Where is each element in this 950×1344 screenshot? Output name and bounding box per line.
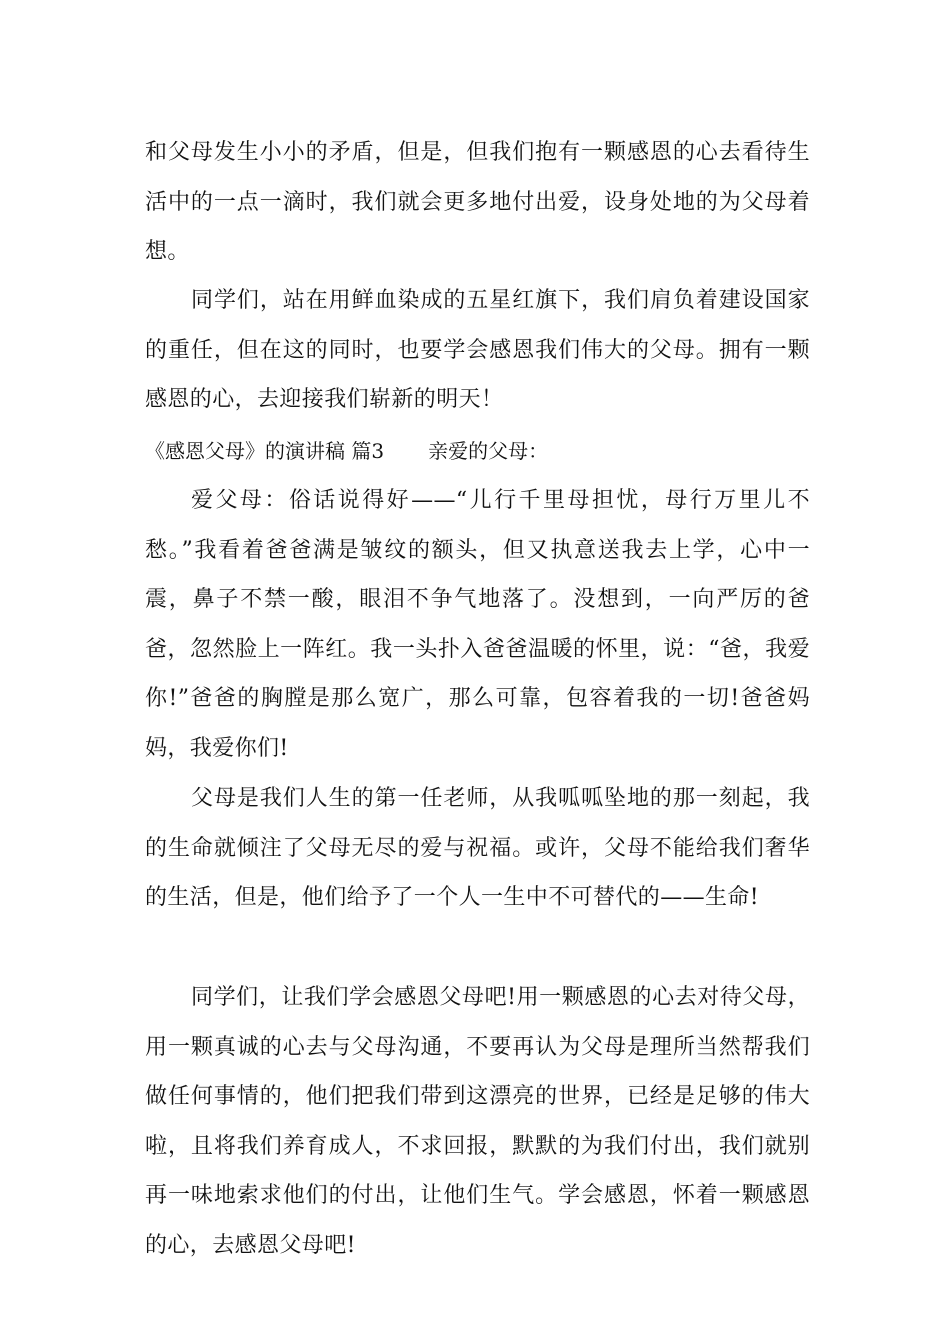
greeting: 亲爱的父母： [428,439,549,463]
section-heading [145,436,548,466]
speech-title: 《感恩父母》的演讲稿 篇3 [145,439,385,463]
paragraph-4: 父母是我们人生的第一任老师，从我呱呱坠地的那一刻起，我的生命就倾注了父母无尽的爱与祝福。或许，父母不能给我们奢华的生活，但是，他们给予了一个人一生中不可替代的——生命! [145,786,810,911]
paragraph-5: 同学们，让我们学会感恩父母吧!用一颗感恩的心去对待父母，用一颗真诚的心去与父母沟通，不要再认为父母是理所当然帮我们做任何事情的，他们把我们带到这漂亮的世界，已经是足够的伟大啦，且将我们养育成人，不求回报，默默的为我们付出，我们就别再一味地索求他们的付出，让他们生气。学会感恩，怀着一颗感恩的心，去感恩父母吧! [145,985,810,1258]
paragraph-1: 和父母发生小小的矛盾，但是，但我们抱有一颗感恩的心去看待生活中的一点一滴时，我们就会更多地付出爱，设身处地的为父母着想。 [145,140,810,265]
paragraph-2: 同学们，站在用鲜血染成的五星红旗下，我们肩负着建设国家的重任，但在这的同时，也要学会感恩我们伟大的父母。拥有一颗感恩的心，去迎接我们崭新的明天！ [145,288,810,413]
paragraph-3: 爱父母：俗话说得好——“儿行千里母担忧，母行万里儿不愁。”我看着爸爸满是皱纹的额头，但又执意送我去上学，心中一震，鼻子不禁一酸，眼泪不争气地落了。没想到，一向严厉的爸爸，忽然脸上一阵红。我一头扑入爸爸温暖的怀里，说：“爸，我爱你!”爸爸的胸膛是那么宽广，那么可靠，包容着我的一切!爸爸妈妈，我爱你们! [145,488,810,761]
